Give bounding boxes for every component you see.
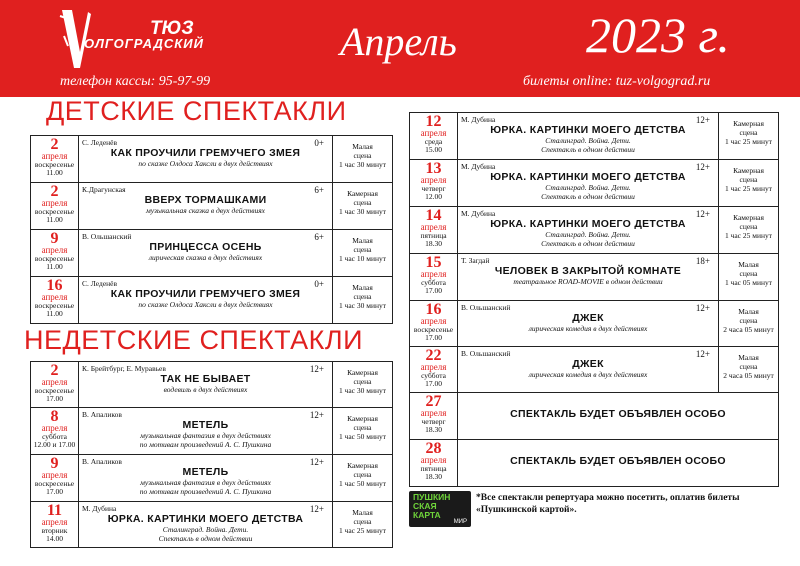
age-rating: 6+ bbox=[314, 185, 324, 195]
show-cell[interactable] bbox=[79, 408, 333, 454]
venue-cell bbox=[333, 183, 392, 229]
show-description: лирическая комедия в двух действиях bbox=[528, 370, 648, 379]
author: В. Ольшанский bbox=[461, 303, 511, 312]
duration: 1 час 30 минут bbox=[338, 160, 387, 169]
venue-name: Малая bbox=[352, 236, 373, 245]
show-title: ТАК НЕ БЫВАЕТ bbox=[160, 373, 251, 385]
show-title: ВВЕРХ ТОРМАШКАМИ bbox=[144, 194, 267, 206]
table-row bbox=[31, 408, 392, 455]
age-rating: 0+ bbox=[314, 279, 324, 289]
date-cell bbox=[31, 183, 79, 229]
duration: 1 час 30 минут bbox=[338, 207, 387, 216]
show-time: 11.00 bbox=[46, 215, 63, 224]
show-time: 18.30 bbox=[425, 472, 442, 481]
show-time: 14.00 bbox=[46, 534, 63, 543]
age-rating: 12+ bbox=[309, 410, 324, 420]
show-cell[interactable] bbox=[458, 113, 719, 159]
venue-name: Камерная bbox=[733, 213, 764, 222]
date-cell bbox=[31, 362, 79, 407]
show-title: МЕТЕЛЬ bbox=[182, 419, 229, 431]
venue-stage: сцена bbox=[353, 423, 372, 432]
date-weekday: пятница bbox=[420, 464, 447, 473]
date-cell bbox=[31, 230, 79, 276]
date-month: апреля bbox=[420, 175, 447, 185]
date-cell bbox=[410, 393, 458, 439]
venue-cell bbox=[719, 207, 778, 253]
date-day: 11 bbox=[46, 502, 63, 519]
venue-name: Камерная bbox=[733, 166, 764, 175]
mir-logo-text: МИР bbox=[453, 519, 467, 525]
author: М. Дубина bbox=[461, 115, 496, 124]
age-rating: 12+ bbox=[309, 364, 324, 374]
age-rating: 18+ bbox=[695, 256, 710, 266]
venue-name: Малая bbox=[352, 142, 373, 151]
date-weekday: воскресенье bbox=[34, 301, 75, 310]
author: М. Дубина bbox=[461, 162, 496, 171]
venue-name: Малая bbox=[738, 353, 759, 362]
venue-stage: сцена bbox=[353, 470, 372, 479]
show-title: КАК ПРОУЧИЛИ ГРЕМУЧЕГО ЗМЕЯ bbox=[110, 147, 301, 159]
duration: 1 час 50 минут bbox=[338, 432, 387, 441]
table-row bbox=[31, 455, 392, 502]
author: С. Леденёв bbox=[82, 138, 118, 147]
duration: 1 час 05 минут bbox=[724, 278, 773, 287]
venue-cell bbox=[333, 136, 392, 182]
date-month: апреля bbox=[420, 128, 447, 138]
logo-tuz-text: ТЮЗ bbox=[150, 18, 194, 39]
show-time: 18.30 bbox=[425, 239, 442, 248]
date-weekday: воскресенье bbox=[34, 160, 75, 169]
venue-name: Камерная bbox=[347, 189, 378, 198]
date-month: апреля bbox=[41, 151, 68, 161]
date-cell bbox=[410, 301, 458, 346]
show-cell[interactable] bbox=[458, 160, 719, 206]
online-tickets-link[interactable]: билеты online: tuz-volgograd.ru bbox=[523, 74, 711, 89]
show-title: КАК ПРОУЧИЛИ ГРЕМУЧЕГО ЗМЕЯ bbox=[110, 288, 301, 300]
show-cell[interactable] bbox=[79, 502, 333, 548]
table-row bbox=[31, 136, 392, 183]
date-month: апреля bbox=[420, 362, 447, 372]
date-day: 2 bbox=[50, 136, 59, 153]
age-rating: 12+ bbox=[309, 457, 324, 467]
year-title: 2023 г. bbox=[586, 7, 730, 63]
date-day: 14 bbox=[425, 207, 442, 224]
date-day: 15 bbox=[425, 254, 442, 271]
show-description: музыкальная фантазия в двух действиях bbox=[140, 431, 271, 440]
author: М. Дубина bbox=[461, 209, 496, 218]
show-description: лирическая сказка в двух действиях bbox=[148, 253, 263, 262]
date-day: 8 bbox=[50, 408, 59, 425]
date-month: апреля bbox=[420, 455, 447, 465]
show-description-2: Спектакль в одном действии bbox=[541, 239, 635, 248]
show-description: музыкальная сказка в двух действиях bbox=[145, 206, 266, 215]
date-month: апреля bbox=[420, 316, 447, 326]
venue-cell bbox=[333, 230, 392, 276]
venue-cell bbox=[719, 301, 778, 346]
to-be-announced-text: СПЕКТАКЛЬ БУДЕТ ОБЪЯВЛЕН ОСОБО bbox=[510, 455, 726, 467]
date-cell bbox=[410, 207, 458, 253]
show-description: Сталинград. Война. Дети. bbox=[545, 230, 631, 239]
date-cell bbox=[410, 160, 458, 206]
show-description: музыкальная фантазия в двух действиях bbox=[140, 478, 271, 487]
date-weekday: воскресенье bbox=[34, 479, 75, 488]
venue-name: Малая bbox=[738, 260, 759, 269]
month-title: Апрель bbox=[340, 19, 457, 64]
table-row bbox=[410, 113, 778, 160]
date-day: 27 bbox=[425, 393, 442, 410]
show-description-2: Спектакль в одном действии bbox=[158, 534, 253, 543]
date-day: 28 bbox=[425, 440, 442, 457]
show-time: 11.00 bbox=[46, 309, 63, 318]
venue-stage: сцена bbox=[739, 316, 758, 325]
venue-cell bbox=[333, 502, 392, 548]
age-rating: 12+ bbox=[695, 115, 710, 125]
venue-cell bbox=[333, 408, 392, 454]
date-weekday: вторник bbox=[41, 526, 68, 535]
pushkin-card-line1: ПУШКИН bbox=[413, 492, 451, 502]
date-month: апреля bbox=[41, 470, 68, 480]
adult-section-title: НЕДЕТСКИЕ СПЕКТАКЛИ bbox=[24, 325, 364, 355]
date-day: 9 bbox=[50, 230, 59, 247]
show-title: ПРИНЦЕССА ОСЕНЬ bbox=[149, 241, 262, 253]
date-cell bbox=[31, 408, 79, 454]
show-description: лирическая комедия в двух действиях bbox=[528, 324, 648, 333]
show-description: Сталинград. Война. Дети. bbox=[545, 183, 631, 192]
date-weekday: воскресенье bbox=[34, 254, 75, 263]
author: В. Ольшанский bbox=[461, 349, 511, 358]
pushkin-card-logo bbox=[409, 491, 471, 527]
table-row bbox=[410, 254, 778, 301]
show-time: 17.00 bbox=[46, 487, 63, 496]
date-cell bbox=[410, 347, 458, 392]
duration: 1 час 25 минут bbox=[724, 231, 773, 240]
age-rating: 12+ bbox=[695, 303, 710, 313]
duration: 1 час 25 минут bbox=[724, 137, 773, 146]
show-title: ЮРКА. КАРТИНКИ МОЕГО ДЕТСТВА bbox=[107, 513, 304, 525]
show-cell[interactable] bbox=[458, 393, 778, 439]
venue-name: Камерная bbox=[347, 461, 378, 470]
venue-cell bbox=[333, 277, 392, 324]
box-office-phone: телефон кассы: 95-97-99 bbox=[60, 74, 211, 89]
venue-cell bbox=[333, 455, 392, 501]
date-weekday: среда bbox=[424, 137, 443, 146]
duration: 1 час 25 минут bbox=[338, 526, 387, 535]
date-cell bbox=[410, 254, 458, 300]
table-row bbox=[410, 160, 778, 207]
duration: 1 час 50 минут bbox=[338, 479, 387, 488]
duration: 1 час 10 минут bbox=[338, 254, 387, 263]
date-cell bbox=[410, 113, 458, 159]
date-day: 13 bbox=[425, 160, 442, 177]
date-weekday: пятница bbox=[420, 231, 447, 240]
duration: 2 часа 05 минут bbox=[723, 325, 774, 334]
venue-name: Камерная bbox=[347, 368, 378, 377]
duration: 1 час 30 минут bbox=[338, 301, 387, 310]
date-weekday: воскресенье bbox=[413, 325, 454, 334]
date-weekday: воскресенье bbox=[34, 386, 75, 395]
duration: 2 часа 05 минут bbox=[723, 371, 774, 380]
venue-stage: сцена bbox=[353, 517, 372, 526]
table-row bbox=[410, 347, 778, 393]
venue-cell bbox=[719, 113, 778, 159]
show-time: 12.00 и 17.00 bbox=[33, 440, 76, 449]
to-be-announced-text: СПЕКТАКЛЬ БУДЕТ ОБЪЯВЛЕН ОСОБО bbox=[510, 408, 726, 420]
show-description-2: Спектакль в одном действии bbox=[541, 145, 635, 154]
venue-stage: сцена bbox=[739, 222, 758, 231]
show-description: Сталинград. Война. Дети. bbox=[545, 136, 631, 145]
kids-schedule-table bbox=[30, 135, 393, 324]
author: К.Драгунская bbox=[82, 185, 126, 194]
pushkin-card-line3: КАРТА bbox=[413, 510, 441, 520]
venue-cell bbox=[719, 347, 778, 392]
venue-cell bbox=[333, 362, 392, 407]
show-title: МЕТЕЛЬ bbox=[182, 466, 229, 478]
venue-name: Малая bbox=[738, 307, 759, 316]
date-weekday: суббота bbox=[421, 278, 446, 287]
author: В. Апаликов bbox=[82, 410, 122, 419]
date-month: апреля bbox=[41, 245, 68, 255]
duration: 1 час 30 минут bbox=[338, 386, 387, 395]
show-cell[interactable] bbox=[458, 254, 719, 300]
pushkin-card-line2: СКАЯ bbox=[413, 501, 437, 511]
show-description: водевиль в двух действиях bbox=[163, 385, 248, 394]
logo-city-text: ОЛГОГРАДСКИЙ bbox=[84, 36, 204, 51]
date-day: 22 bbox=[425, 347, 442, 364]
age-rating: 12+ bbox=[695, 209, 710, 219]
date-cell bbox=[31, 136, 79, 182]
show-cell[interactable] bbox=[79, 362, 333, 407]
author: С. Леденёв bbox=[82, 279, 118, 288]
age-rating: 12+ bbox=[695, 349, 710, 359]
show-title: ДЖЕК bbox=[572, 358, 604, 370]
show-time: 17.00 bbox=[46, 394, 63, 403]
venue-name: Камерная bbox=[347, 414, 378, 423]
date-weekday: воскресенье bbox=[34, 207, 75, 216]
show-time: 18.30 bbox=[425, 425, 442, 434]
date-day: 2 bbox=[50, 183, 59, 200]
show-cell[interactable] bbox=[79, 455, 333, 501]
venue-stage: сцена bbox=[739, 175, 758, 184]
show-cell[interactable] bbox=[79, 230, 333, 276]
venue-name: Малая bbox=[352, 283, 373, 292]
show-cell[interactable] bbox=[458, 207, 719, 253]
duration: 1 час 25 минут bbox=[724, 184, 773, 193]
show-title: ЮРКА. КАРТИНКИ МОЕГО ДЕТСТВА bbox=[490, 171, 686, 183]
date-month: апреля bbox=[420, 222, 447, 232]
show-cell[interactable] bbox=[79, 136, 333, 182]
venue-stage: сцена bbox=[739, 362, 758, 371]
date-month: апреля bbox=[41, 423, 68, 433]
show-description: театральное ROAD-MOVIE в одном действии bbox=[513, 277, 663, 286]
show-title: ЧЕЛОВЕК В ЗАКРЫТОЙ КОМНАТЕ bbox=[494, 265, 682, 277]
show-description-2: по мотивам произведений А. С. Пушкина bbox=[139, 487, 272, 496]
venue-stage: сцена bbox=[739, 128, 758, 137]
show-time: 11.00 bbox=[46, 168, 63, 177]
venue-cell bbox=[719, 254, 778, 300]
date-weekday: суббота bbox=[421, 371, 446, 380]
show-description: по сказке Олдоса Хаксли в двух действиях bbox=[138, 159, 273, 168]
venue-stage: сцена bbox=[353, 292, 372, 301]
venue-name: Малая bbox=[352, 508, 373, 517]
table-row bbox=[410, 207, 778, 254]
show-cell[interactable] bbox=[458, 347, 719, 392]
author: Т. Загдай bbox=[461, 256, 490, 265]
date-month: апреля bbox=[41, 292, 68, 302]
venue-cell bbox=[719, 160, 778, 206]
date-month: апреля bbox=[41, 517, 68, 527]
show-time: 17.00 bbox=[425, 286, 442, 295]
date-cell bbox=[31, 277, 79, 324]
venue-stage: сцена bbox=[353, 198, 372, 207]
age-rating: 6+ bbox=[314, 232, 324, 242]
date-month: апреля bbox=[41, 377, 68, 387]
venue-stage: сцена bbox=[353, 245, 372, 254]
date-cell bbox=[31, 502, 79, 548]
show-description: по сказке Олдоса Хаксли в двух действиях bbox=[138, 300, 273, 309]
date-weekday: суббота bbox=[42, 432, 67, 441]
date-month: апреля bbox=[420, 408, 447, 418]
show-description: Сталинград. Война. Дети. bbox=[162, 525, 249, 534]
table-row bbox=[410, 301, 778, 347]
date-weekday: четверг bbox=[421, 417, 446, 426]
header-band bbox=[0, 0, 800, 97]
show-description-2: по мотивам произведений А. С. Пушкина bbox=[139, 440, 272, 449]
show-time: 15.00 bbox=[425, 145, 442, 154]
venue-stage: сцена bbox=[353, 377, 372, 386]
table-row bbox=[31, 183, 392, 230]
venue-name: Камерная bbox=[733, 119, 764, 128]
date-cell bbox=[410, 440, 458, 487]
date-weekday: четверг bbox=[421, 184, 446, 193]
show-description-2: Спектакль в одном действии bbox=[541, 192, 635, 201]
date-day: 12 bbox=[425, 113, 442, 130]
author: К. Брейтбург, Е. Муравьев bbox=[82, 364, 166, 373]
author: М. Дубина bbox=[82, 504, 117, 513]
table-row bbox=[410, 393, 778, 440]
kids-section-title: ДЕТСКИЕ СПЕКТАКЛИ bbox=[46, 96, 347, 126]
show-time: 11.00 bbox=[46, 262, 63, 271]
age-rating: 12+ bbox=[309, 504, 324, 514]
author: В. Ольшанский bbox=[82, 232, 132, 241]
show-title: ЮРКА. КАРТИНКИ МОЕГО ДЕТСТВА bbox=[490, 124, 686, 136]
date-month: апреля bbox=[41, 198, 68, 208]
show-time: 17.00 bbox=[425, 333, 442, 342]
late-april-schedule-table bbox=[409, 112, 779, 487]
date-day: 9 bbox=[50, 455, 59, 472]
show-cell[interactable] bbox=[79, 277, 333, 324]
table-row bbox=[31, 502, 392, 548]
show-title: ДЖЕК bbox=[572, 312, 604, 324]
pushkin-card-note: *Все спектакли репертуара можно посетить, оплатив билеты «Пушкинской картой». bbox=[476, 493, 740, 515]
table-row bbox=[31, 362, 392, 408]
show-time: 12.00 bbox=[425, 192, 442, 201]
show-cell[interactable] bbox=[79, 183, 333, 229]
table-row bbox=[410, 440, 778, 487]
date-cell bbox=[31, 455, 79, 501]
show-title: ЮРКА. КАРТИНКИ МОЕГО ДЕТСТВА bbox=[490, 218, 686, 230]
show-cell[interactable] bbox=[458, 440, 778, 487]
venue-stage: сцена bbox=[353, 151, 372, 160]
age-rating: 12+ bbox=[695, 162, 710, 172]
date-day: 16 bbox=[46, 277, 63, 294]
age-rating: 0+ bbox=[314, 138, 324, 148]
adult-schedule-table bbox=[30, 361, 393, 548]
date-day: 2 bbox=[50, 362, 59, 379]
table-row bbox=[31, 230, 392, 277]
author: В. Апаликов bbox=[82, 457, 122, 466]
date-month: апреля bbox=[420, 269, 447, 279]
show-cell[interactable] bbox=[458, 301, 719, 346]
venue-stage: сцена bbox=[739, 269, 758, 278]
show-time: 17.00 bbox=[425, 379, 442, 388]
table-row bbox=[31, 277, 392, 324]
date-day: 16 bbox=[425, 301, 442, 318]
